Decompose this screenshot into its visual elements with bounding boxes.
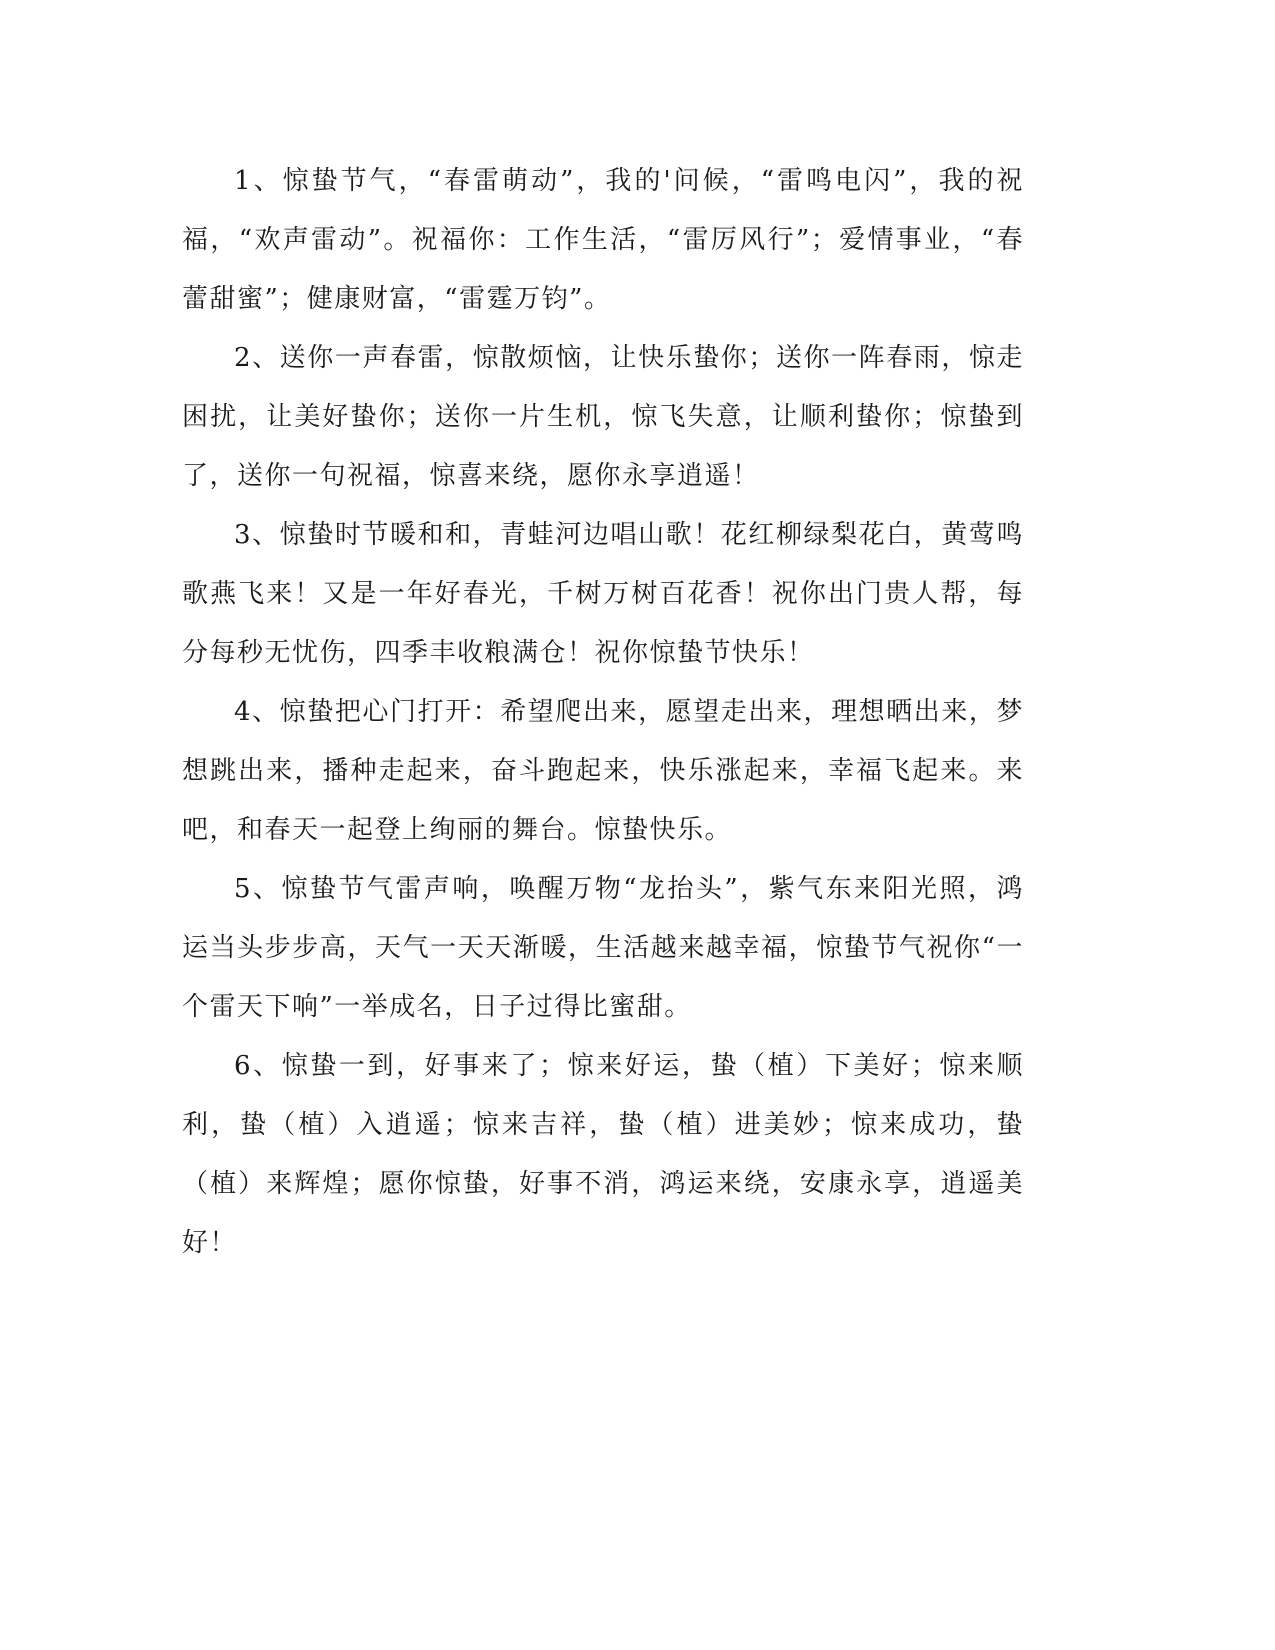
paragraph-5: 5、惊蛰节气雷声响，唤醒万物“龙抬头”，紫气东来阳光照，鸿运当头步步高，天气一天天渐暖，生活越来越幸福，惊蛰节气祝你“一个雷天下响”一举成名，日子过得比蜜甜。 xyxy=(182,874,1024,1022)
paragraph-4: 4、惊蛰把心门打开：希望爬出来，愿望走出来，理想晒出来，梦想跳出来，播种走起来，奋斗跑起来，快乐涨起来，幸福飞起来。来吧，和春天一起登上绚丽的舞台。惊蛰快乐。 xyxy=(182,697,1024,845)
paragraph-2: 2、送你一声春雷，惊散烦恼，让快乐蛰你；送你一阵春雨，惊走困扰，让美好蛰你；送你一片生机，惊飞失意，让顺利蛰你；惊蛰到了，送你一句祝福，惊喜来绕，愿你永享逍遥！ xyxy=(182,343,1024,491)
document-body xyxy=(182,152,1024,1273)
paragraph-3: 3、惊蛰时节暖和和，青蛙河边唱山歌！花红柳绿梨花白，黄莺鸣歌燕飞来！又是一年好春光，千树万树百花香！祝你出门贵人帮，每分每秒无忧伤，四季丰收粮满仓！祝你惊蛰节快乐！ xyxy=(182,520,1024,668)
paragraph-6: 6、惊蛰一到，好事来了；惊来好运，蛰（植）下美好；惊来顺利，蛰（植）入逍遥；惊来吉祥，蛰（植）进美妙；惊来成功，蛰（植）来辉煌；愿你惊蛰，好事不消，鸿运来绕，安康永享，逍遥美好！ xyxy=(182,1051,1024,1258)
paragraph-1: 1、惊蛰节气，“春雷萌动”，我的'问候，“雷鸣电闪”，我的祝福，“欢声雷动”。祝福你：工作生活，“雷厉风行”；爱情事业，“春蕾甜蜜”；健康财富，“雷霆万钧”。 xyxy=(182,166,1024,314)
